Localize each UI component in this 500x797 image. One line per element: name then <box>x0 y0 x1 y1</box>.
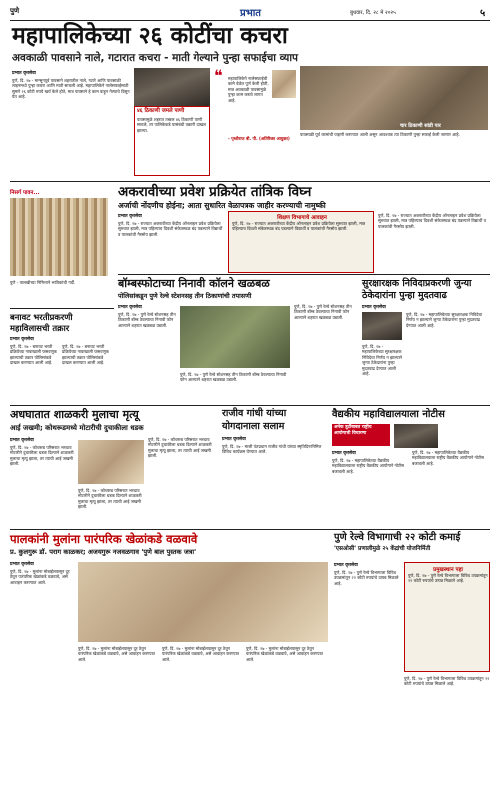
story6-body: पुणे, दि. २७ - माजी पंतप्रधान राजीव गांधी यांच्या स्मृतिदिनानिमित्त विविध कार्यक्रम घेण्यात आले. <box>222 444 322 455</box>
story2-body-2: पुणे, दि. २७ - पुणे रेल्वे स्टेशनसह तीन ठिकाणी बॉम्ब ठेवल्याचा निनावी फोन आल्याने शहरात खळबळ उडाली. <box>180 372 287 383</box>
rule-1 <box>10 181 490 182</box>
story1-box-title: शिक्षण विभागाचे आवाहन <box>277 215 327 221</box>
story8-body-2: पुणे, दि. २७ - मुलांना मोबाईलपासून दूर ठेवून पारंपरिक खेळांकडे वळवावे, असे आवाहन करण्यात आले. <box>78 646 156 662</box>
story5-subhead: आई जखमी; कोथरूडमध्ये मोटारीची दुचाकीला धडक <box>10 424 144 432</box>
story8-photo <box>78 562 328 642</box>
lead-callout <box>134 106 210 176</box>
story1-box <box>228 211 374 273</box>
story1-box-body: पुणे, दि. २७ - राज्यात अकरावीच्या केंद्रीय ऑनलाइन प्रवेश प्रक्रियेला सुरुवात झाली, मात्र पहिल्याच दिवशी संकेतस्थळ बंद पडल्याने विद्यार्थी व पालकांची गैरसोय झाली. <box>232 221 366 232</box>
story4-body: पुणे, दि. २७ - बनावट भरती प्रक्रियेच्या नावाखाली फसवणूक झाल्याची तक्रार पोलिसांकडे दाखल करण्यात आली आहे. <box>10 344 57 366</box>
story1-body: पुणे, दि. २७ - राज्यात अकरावीच्या केंद्रीय ऑनलाइन प्रवेश प्रक्रियेला सुरुवात झाली, मात्र पहिल्याच दिवशी संकेतस्थळ बंद पडल्याने विद्यार्थी व पालकांची गैरसोय झाली. <box>118 221 223 237</box>
story1-body-right: पुणे, दि. २७ - राज्यात अकरावीच्या केंद्रीय ऑनलाइन प्रवेश प्रक्रियेला सुरुवात झाली, मात्र पहिल्याच दिवशी संकेतस्थळ बंद पडल्याने विद्यार्थी व पालकांची गैरसोय झाली. <box>378 213 486 229</box>
story8-body-4: पुणे, दि. २७ - मुलांना मोबाईलपासून दूर ठेवून पारंपरिक खेळांकडे वळवावे, असे आवाहन करण्यात आले. <box>246 646 324 662</box>
story7-body: पुणे, दि. २७ - महापालिकेच्या वैद्यकीय महाविद्यालयाला राष्ट्रीय वैद्यकीय आयोगाने नोटीस बजावली आहे. <box>332 458 404 474</box>
story7-byline: प्रभात वृत्तसेवा <box>332 451 356 456</box>
quote-portrait <box>272 70 296 98</box>
lead-headline: महापालिकेच्या २६ कोटींचा कचरा <box>12 22 288 49</box>
story8-byline: प्रभात वृत्तसेवा <box>10 562 34 567</box>
story3-headline: सुरक्षारक्षक निविदाप्रकरणी जुन्या ठेकेदारांना पुन्हा मुदतवाढ <box>362 278 472 301</box>
story9-subhead: 'एसओसी' प्रणालीमुळे २५ केंद्रांची योजनिर्मिती <box>334 546 431 552</box>
story9-body: पुणे, दि. २७ - पुणे रेल्वे विभागाला विविध उपक्रमांतून २२ कोटी रुपयांचे उत्पन्न मिळाले आहे. <box>334 570 399 586</box>
lead-subhead: अवकाळी पावसाने नाले, गटारात कचरा - माती गेल्याने पुन्हा सफाईचा व्याप <box>12 52 299 64</box>
lead-callout-title: ४६ ठिकाणी जमले पाणी <box>137 108 185 114</box>
story3-byline: प्रभात वृत्तसेवा <box>362 305 386 310</box>
story9-box-body: पुणे, दि. २७ - पुणे रेल्वे विभागाला विविध उपक्रमांतून २२ कोटी रुपयांचे उत्पन्न मिळाले आहे. <box>408 573 488 584</box>
lead-quote <box>214 68 298 176</box>
left-feature-photo <box>10 198 108 276</box>
story5-body-3: पुणे, दि. २७ - कोथरूड परिसरात भरधाव मोटारीने दुचाकीला धडक दिल्याने शाळकरी मुलाचा मृत्यू झाला, तर त्याची आई जखमी झाली. <box>148 437 212 459</box>
story3-photo <box>362 312 402 340</box>
story6-headline: राजीव गांधी यांच्या योगदानाला सलाम <box>222 408 287 432</box>
masthead <box>10 5 490 19</box>
story3-body: पुणे, दि. २७ - महापालिकेच्या सुरक्षारक्षक निविदेचा निर्णय न झाल्याने जुन्या ठेकेदारांना पुन्हा मुदतवाढ देण्यात आली आहे. <box>406 312 483 328</box>
story6-byline: प्रभात वृत्तसेवा <box>222 437 246 442</box>
story5-photo <box>78 440 144 484</box>
story9-body-2: पुणे, दि. २७ - पुणे रेल्वे विभागाला विविध उपक्रमांतून २२ कोटी रुपयांचे उत्पन्न मिळाले आहे. <box>404 676 490 687</box>
story4-body-2: पुणे, दि. २७ - बनावट भरती प्रक्रियेच्या नावाखाली फसवणूक झाल्याची तक्रार पोलिसांकडे दाखल करण्यात आली आहे. <box>62 344 109 366</box>
lead-photo-left <box>134 68 210 106</box>
story2-body: पुणे, दि. २७ - पुणे रेल्वे स्टेशनसह तीन ठिकाणी बॉम्ब ठेवल्याचा निनावी फोन आल्याने शहरात खळबळ उडाली. <box>118 312 176 328</box>
lead-quote-body: महापालिकेने नालेसफाईची कामे वेळेत पूर्ण केली होती, मात्र अवकाळी पावसामुळे पुन्हा काम करावे लागत आहे. <box>228 76 269 103</box>
masthead-rule <box>10 20 490 21</box>
masthead-city: पुणे <box>10 7 20 15</box>
story5-byline: प्रभात वृत्तसेवा <box>10 438 34 443</box>
lead-body: पुणे, दि. २७ - मान्सूनपूर्व पावसाने शहरातील नाले, गटारे आणि पावसाळी लाइनमध्ये पुन्हा कचरा आणि माती साचली आहे. महापालिकेने नालेसफाईसाठी सुमारे २६ कोटी रुपये खर्च केले होते, मात्र पावसाने हे काम वाहून गेल्याचे दिसून येत आहे. <box>12 78 130 100</box>
story8-body: पुणे, दि. २७ - मुलांना मोबाईलपासून दूर ठेवून पारंपरिक खेळांकडे वळवावे, असे आवाहन करण्यात आले. <box>10 569 70 585</box>
story7-photo <box>394 424 438 448</box>
story9-byline: प्रभात वृत्तसेवा <box>334 563 358 568</box>
rule-5 <box>10 529 490 530</box>
story7-headline: वैद्यकीय महाविद्यालयाला नोटीस <box>332 409 445 420</box>
lead-callout-body: पावसामुळे शहरात तब्बल ४६ ठिकाणी पाणी साचले, तर पालिकेकडे यासंबंधी तक्रारी दाखल झाल्या. <box>137 117 207 133</box>
lead-right-body: पावसाळी पूर्व कामांची पाहणी करण्यात आली असून आवश्यक त्या ठिकाणी पुन्हा सफाई केली जाणार आहे. <box>300 132 460 137</box>
story2-photo <box>180 306 290 368</box>
story2-subhead: पोलिसांकडून पुणे रेल्वे स्टेशनसह तीन ठिकाणांची तपासणी <box>118 292 252 300</box>
story5-body-2: पुणे, दि. २७ - कोथरूड परिसरात भरधाव मोटारीने दुचाकीला धडक दिल्याने शाळकरी मुलाचा मृत्यू झाला, तर त्याची आई जखमी झाली. <box>78 488 142 510</box>
rule-2 <box>118 274 490 275</box>
story9-headline: पुणे रेल्वे विभागाची २२ कोटी कमाई <box>334 532 461 543</box>
quote-mark-icon: ❝ <box>214 66 223 85</box>
story8-body-3: पुणे, दि. २७ - मुलांना मोबाईलपासून दूर ठेवून पारंपरिक खेळांकडे वळवावे, असे आवाहन करण्यात आले. <box>162 646 240 662</box>
rule-3 <box>10 308 114 309</box>
story8-subhead: प्र. कुलगुरू डॉ. पराग काळकर; अजयगुरू नजवळगाव 'पुणे बाल पुस्तक जत्रा' <box>10 548 197 556</box>
story4-byline: प्रभात वृत्तसेवा <box>10 337 34 342</box>
story4-headline: बनावट भरतीप्रकरणी महाविलासची तक्रार <box>10 312 73 333</box>
story7-tag-text: अनेक त्रुटींबाबत राष्ट्रीय आयोगाची विचारणा <box>334 425 372 436</box>
story9-box-title: प्रमुखस्थान पहा <box>433 567 463 573</box>
lead-photo-right <box>300 66 488 130</box>
lead-quote-author: - पृथ्वीराज बी. पी. (अतिरिक्त आयुक्त) <box>228 136 290 141</box>
story5-body: पुणे, दि. २७ - कोथरूड परिसरात भरधाव मोटारीने दुचाकीला धडक दिल्याने शाळकरी मुलाचा मृत्यू झाला, तर त्याची आई जखमी झाली. <box>10 445 74 467</box>
story7-body-2: पुणे, दि. २७ - महापालिकेच्या वैद्यकीय महाविद्यालयाला राष्ट्रीय वैद्यकीय आयोगाने नोटीस बजावली आहे. <box>412 450 484 466</box>
story1-subhead: अर्जाची नोंदणीच होईना; आता सुधारित वेळापत्रक जाहीर करण्याची नामुष्की <box>118 201 326 210</box>
story1-headline: अकरावीच्या प्रवेश प्रक्रियेत तांत्रिक विघ्न <box>118 184 312 200</box>
masthead-logo: प्रभात <box>240 8 262 19</box>
story2-headline: बॉम्बस्फोटाच्या निनावी कॉलने खळबळ <box>118 277 270 290</box>
story5-headline: अधघातात शाळकरी मुलाचा मृत्यू <box>10 408 139 421</box>
page-number: ५ <box>480 8 486 19</box>
story3-body-2: पुणे, दि. २७ - महापालिकेच्या सुरक्षारक्षक निविदेचा निर्णय न झाल्याने जुन्या ठेकेदारांना पुन्हा मुदतवाढ देण्यात आली आहे. <box>362 344 402 377</box>
story2-byline: प्रभात वृत्तसेवा <box>118 305 142 310</box>
story2-body-3: पुणे, दि. २७ - पुणे रेल्वे स्टेशनसह तीन ठिकाणी बॉम्ब ठेवल्याचा निनावी फोन आल्याने शहरात खळबळ उडाली. <box>294 304 352 320</box>
lead-photo-caption: चार ठिकाणी सांडी पार <box>400 123 441 129</box>
story9-box <box>404 562 490 672</box>
story7-tag <box>332 424 390 446</box>
rule-4 <box>10 405 490 406</box>
masthead-dateline: बुधवार, दि. २८ मे २०२५ <box>350 10 396 16</box>
lead-byline: प्रभात वृत्तसेवा <box>12 71 36 76</box>
left-feature <box>10 188 108 304</box>
left-feature-label: निसर्ग पावन... <box>10 190 40 196</box>
story8-headline: पालकांनी मुलांना पारंपरिक खेळांकडे वळवावे <box>10 532 198 546</box>
story1-byline: प्रभात वृत्तसेवा <box>118 214 142 219</box>
left-feature-caption: पुणे - पालखीच्या निमित्ताने भाविकांची गर्दी. <box>10 280 76 285</box>
